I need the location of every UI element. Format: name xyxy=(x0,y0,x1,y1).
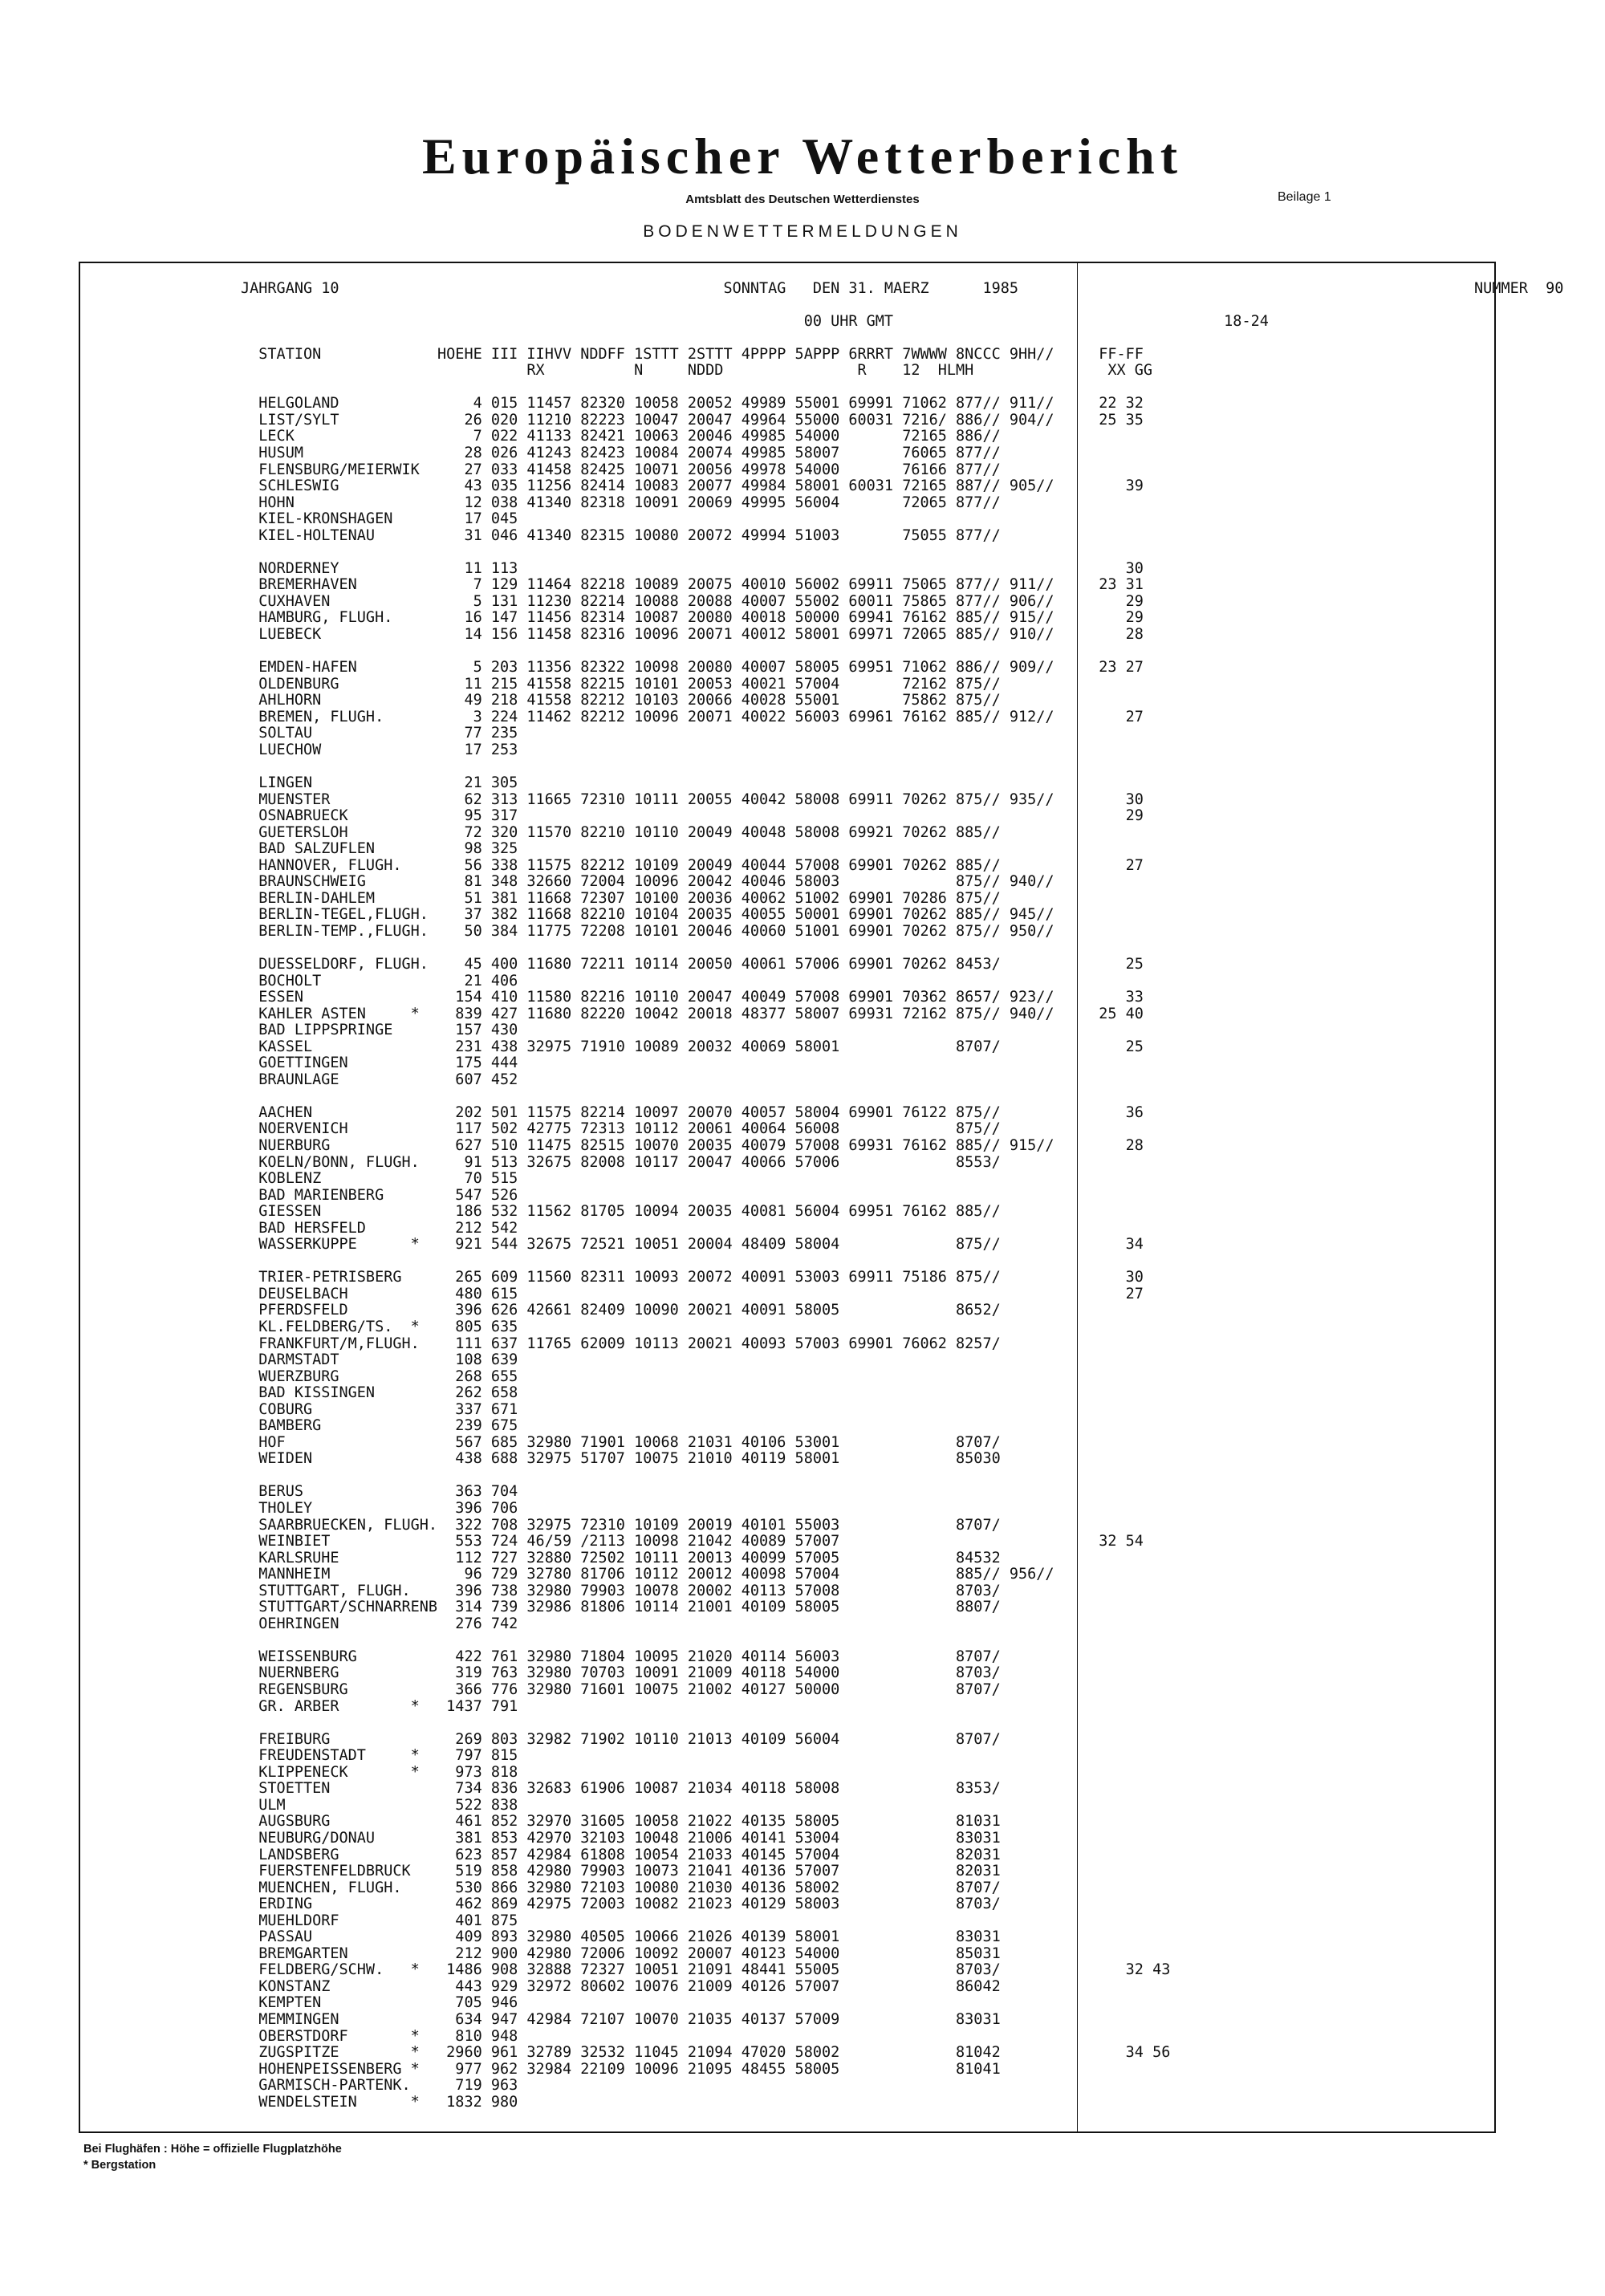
section-heading: BODENWETTERMELDUNGEN xyxy=(643,222,962,241)
table-divider-line xyxy=(1077,262,1078,2133)
footnote-airport-height: Bei Flughäfen : Höhe = offizielle Flugplatzhöhe xyxy=(83,2143,342,2156)
footnotes xyxy=(83,2141,342,2173)
report-frame xyxy=(79,262,1564,2133)
station-observation-table: JAHRGANG 10 SONNTAG DEN 31. MAERZ 1985 NUMMER 90 00 UHR GMT 18-24 STATION HOEHE III IIHVV NDDFF 1STTT 2STTT 4PPPP 5APPP 6RRRT 7WWWW 8NCCC 9HH// FF-FF RX N NDDD R 12 HLMH XX GG HELGOLAND 4 015 11457 82320 10058 20052 49989 55001 69991 71062 877// 911// 22 32 LIST/SYLT 26 020 11210 82223 10047 20047 49964 55000 60031 7216/ 886// 904// 25 35 LECK 7 022 41133 82421 10063 20046 49985 54000 72165 886// HUSUM 28 026 41243 82423 10084 20074 49985 58007 76065 877// FLENSBURG/MEIERWIK 27 033 41458 82425 10071 20056 49978 54000 76166 877// SCHLESWIG 43 035 11256 82414 10083 20077 49984 58001 60031 72165 887// 905// 39 HOHN 12 038 41340 82318 10091 20069 49995 56004 72065 877// KIEL-KRONSHAGEN 17 045 KIEL-HOLTENAU 31 046 41340 82315 10080 20072 49994 51003 75055 877// NORDERNEY 11 113 30 BREMERHAVEN 7 129 11464 82218 10089 20075 40010 56002 69911 75065 877// 911// 23 31 CUXHAVEN 5 131 11230 82214 10088 20088 40007 55002 60011 75865 877// 906// 29 HAMBURG, FLUGH. 16 147 11456 82314 10087 20080 40018 50000 69941 76162 885// 915// 29 LUEBECK 14 156 11458 82316 10096 20071 40012 58001 69971 72065 885// 910// 28 EMDEN-HAFEN 5 203 11356 82322 10098 20080 40007 58005 69951 71062 886// 909// 23 27 OLDENBURG 11 215 41558 82215 10101 20053 40021 57004 72162 875// AHLHORN 49 218 41558 82212 10103 20066 40028 55001 75862 875// BREMEN, FLUGH. 3 224 11462 82212 10096 20071 40022 56003 69961 76162 885// 912// 27 SOLTAU 77 235 LUECHOW 17 253 LINGEN 21 305 MUENSTER 62 313 11665 72310 10111 20055 40042 58008 69911 70262 875// 935// 30 OSNABRUECK 95 317 29 GUETERSLOH 72 320 11570 82210 10110 20049 40048 58008 69921 70262 885// BAD SALZUFLEN 98 325 HANNOVER, FLUGH. 56 338 11575 82212 10109 20049 40044 57008 69901 70262 885// 27 BRAUNSCHWEIG 81 348 32660 72004 10096 20042 40046 58003 875// 940// BERLIN-DAHLEM 51 381 11668 72307 10100 20036 40062 51002 69901 70286 875// BERLIN-TEGEL,FLUGH. 37 382 11668 82210 10104 20035 40055 50001 69901 70262 885// 945// BERLIN-TEMP.,FLUGH. 50 384 11775 72208 10101 20046 40060 51001 69901 70262 875// 950// DUESSELDORF, FLUGH. 45 400 11680 72211 10114 20050 40061 57006 69901 70262 8453/ 25 BOCHOLT 21 406 ESSEN 154 410 11580 82216 10110 20047 40049 57008 69901 70362 8657/ 923// 33 KAHLER ASTEN * 839 427 11680 82220 10042 20018 48377 58007 69931 72162 875// 940// 25 40 BAD LIPPSPRINGE 157 430 KASSEL 231 438 32975 71910 10089 20032 40069 58001 8707/ 25 GOETTINGEN 175 444 BRAUNLAGE 607 452 AACHEN 202 501 11575 82214 10097 20070 40057 58004 69901 76122 875// 36 NOERVENICH 117 502 42775 72313 10112 20061 40064 56008 875// NUERBURG 627 510 11475 82515 10070 20035 40079 57008 69931 76162 885// 915// 28 KOELN/BONN, FLUGH. 91 513 32675 82008 10117 20047 40066 57006 8553/ KOBLENZ 70 515 BAD MARIENBERG 547 526 GIESSEN 186 532 11562 81705 10094 20035 40081 56004 69951 76162 885// BAD HERSFELD 212 542 WASSERKUPPE * 921 544 32675 72521 10051 20004 48409 58004 875// 34 TRIER-PETRISBERG 265 609 11560 82311 10093 20072 40091 53003 69911 75186 875// 30 DEUSELBACH 480 615 27 PFERDSFELD 396 626 42661 82409 10090 20021 40091 58005 8652/ KL.FELDBERG/TS. * 805 635 FRANKFURT/M,FLUGH. 111 637 11765 62009 10113 20021 40093 57003 69901 76062 8257/ DARMSTADT 108 639 WUERZBURG 268 655 BAD KISSINGEN 262 658 COBURG 337 671 BAMBERG 239 675 HOF 567 685 32980 71901 10068 21031 40106 53001 8707/ WEIDEN 438 688 32975 51707 10075 21010 40119 58001 85030 BERUS 363 704 THOLEY 396 706 SAARBRUECKEN, FLUGH. 322 708 32975 72310 10109 20019 40101 55003 8707/ WEINBIET 553 724 46/59 /2113 10098 21042 40089 57007 32 54 KARLSRUHE 112 727 32880 72502 10111 20013 40099 57005 84532 MANNHEIM 96 729 32780 81706 10112 20012 40098 57004 885// 956// STUTTGART, FLUGH. 396 738 32980 79903 10078 20002 40113 57008 8703/ STUTTGART/SCHNARRENB 314 739 32986 81806 10114 21001 40109 58005 8807/ OEHRINGEN 276 742 WEISSENBURG 422 761 32980 71804 10095 21020 40114 56003 8707/ NUERNBERG 319 763 32980 70703 10091 21009 40118 54000 8703/ REGENSBURG 366 776 32980 71601 10075 21002 40127 50000 8707/ GR. ARBER * 1437 791 FREIBURG 269 803 32982 71902 10110 21013 40109 56004 8707/ FREUDENSTADT * 797 815 KLIPPENECK * 973 818 STOETTEN 734 836 32683 61906 10087 21034 40118 58008 8353/ ULM 522 838 AUGSBURG 461 852 32970 31605 10058 21022 40135 58005 81031 NEUBURG/DONAU 381 853 42970 32103 10048 21006 40141 53004 83031 LANDSBERG 623 857 42984 61808 10054 21033 40145 57004 82031 FUERSTENFELDBRUCK 519 858 42980 79903 10073 21041 40136 57007 82031 MUENCHEN, FLUGH. 530 866 32980 72103 10080 21030 40136 58002 8707/ ERDING 462 869 42975 72003 10082 21023 40129 58003 8703/ MUEHLDORF 401 875 PASSAU 409 893 32980 40505 10066 21026 40139 58001 83031 BREMGARTEN 212 900 42980 72006 10092 20007 40123 54000 85031 FELDBERG/SCHW. * 1486 908 32888 72327 10051 21091 48441 55005 8703/ 32 43 KONSTANZ 443 929 32972 80602 10076 21009 40126 57007 86042 KEMPTEN 705 946 MEMMINGEN 634 947 42984 72107 10070 21035 40137 57009 83031 OBERSTDORF * 810 948 ZUGSPITZE * 2960 961 32789 32532 11045 21094 47020 58002 81042 34 56 HOHENPEISSENBERG * 977 962 32984 22109 10096 21095 48455 58005 81041 GARMISCH-PARTENK. 719 963 WENDELSTEIN * 1832 980 xyxy=(241,279,1564,2111)
supplement-label: Beilage 1 xyxy=(1278,190,1331,204)
page-title: Europäischer Wetterbericht xyxy=(421,128,1184,185)
footnote-mountain-station: * Bergstation xyxy=(83,2159,156,2172)
page-subtitle: Amtsblatt des Deutschen Wetterdienstes xyxy=(685,193,920,206)
